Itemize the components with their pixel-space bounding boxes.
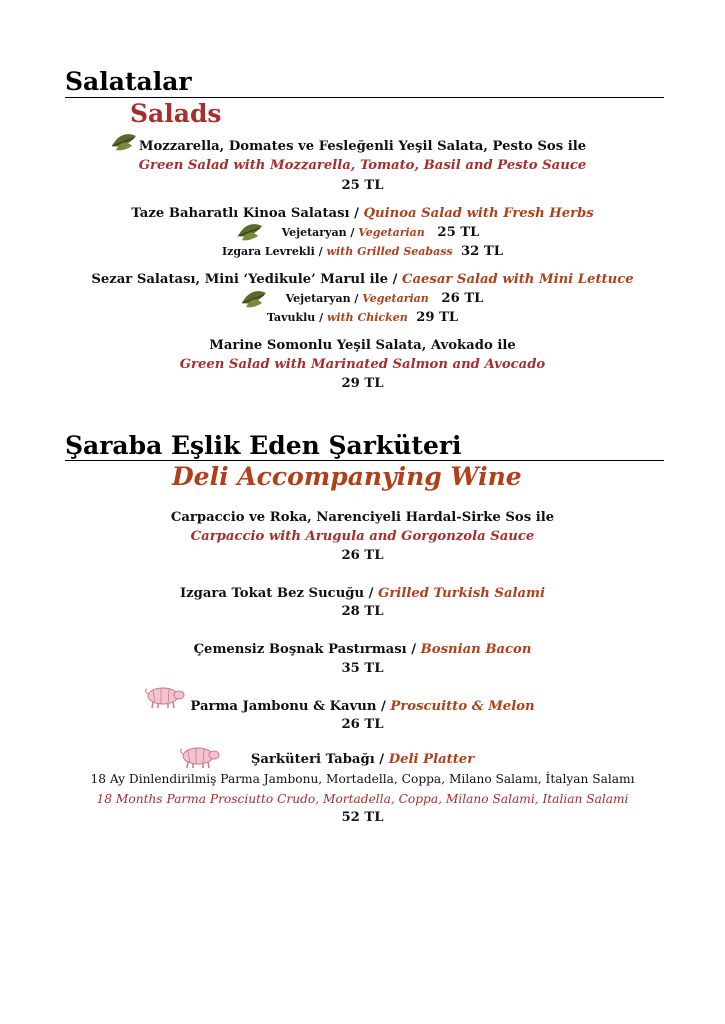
menu-item-price: 29 TL — [341, 376, 384, 391]
menu-item-name-tr: Mozzarella, Domates ve Fesleğenli Yeşil Salata, Pesto Sos ile — [138, 139, 587, 154]
menu-item-detail-en: 18 Months Parma Prosciutto Crudo, Mortadella, Coppa, Milano Salami, Italian Salami — [96, 792, 629, 806]
menu-option — [18, 224, 725, 242]
menu-item-name — [0, 698, 725, 716]
menu-item-name-en: Deli Platter — [388, 752, 475, 767]
menu-item-name — [0, 585, 725, 603]
option-price: 29 TL — [416, 310, 459, 325]
option-name-en: Vegetarian — [358, 226, 425, 239]
menu-item-name-tr: Marine Somonlu Yeşil Salata, Avokado ile — [209, 338, 516, 353]
option-name-en: with Chicken — [326, 311, 408, 324]
option-price: 25 TL — [437, 225, 480, 240]
section-divider — [65, 97, 664, 98]
menu-option — [0, 309, 725, 327]
menu-option — [0, 243, 725, 261]
menu-item-name-tr: Taze Baharatlı Kinoa Salatası / — [131, 206, 364, 221]
option-price: 32 TL — [460, 244, 504, 259]
menu-item-name — [0, 751, 725, 769]
option-name-en: Vegetarian — [362, 292, 429, 305]
option-name-tr: Vejetaryan / — [281, 226, 359, 239]
menu-item-price: 25 TL — [341, 178, 384, 193]
menu-item-name-en: Carpaccio with Arugula and Gorgonzola Sauce — [190, 529, 535, 544]
menu-item-name-tr: Carpaccio ve Roka, Narenciyeli Hardal-Sirke Sos ile — [170, 510, 555, 525]
option-price: 26 TL — [441, 291, 484, 306]
section-title-salads-tr: Salatalar — [65, 67, 192, 96]
menu-item-name-tr: Sezar Salatası, Mini ‘Yedikule’ Marul ile / — [91, 272, 402, 287]
menu-item-name-en: Quinoa Salad with Fresh Herbs — [363, 206, 594, 221]
option-name-en: with Grilled Seabass — [326, 245, 453, 258]
section-title-deli-en: Deli Accompanying Wine — [172, 462, 522, 491]
menu-item-name-tr: Izgara Tokat Bez Sucuğu / — [179, 586, 379, 601]
menu-item-name — [0, 271, 725, 289]
menu-item-price: 52 TL — [341, 810, 384, 825]
menu-item-name-en: Green Salad with Marinated Salmon and Avocado — [179, 357, 546, 372]
menu-item-name-en: Grilled Turkish Salami — [378, 586, 546, 601]
menu-item-price: 28 TL — [341, 604, 384, 619]
menu-item-detail-tr: 18 Ay Dinlendirilmiş Parma Jambonu, Mortadella, Coppa, Milano Salamı, İtalyan Salamı — [90, 772, 635, 786]
menu-item-name-en: Bosnian Bacon — [420, 642, 532, 657]
section-title-deli-tr: Şaraba Eşlik Eden Şarküteri — [65, 431, 462, 460]
section-divider — [65, 460, 664, 461]
menu-item-name — [0, 641, 725, 659]
menu-item-name-tr: Şarküteri Tabağı / — [250, 752, 389, 767]
menu-item-name-en: Green Salad with Mozzarella, Tomato, Basil and Pesto Sauce — [138, 158, 587, 173]
option-name-tr: Izgara Levrekli / — [221, 245, 327, 258]
option-name-tr: Tavuklu / — [266, 311, 327, 324]
menu-item-name-tr: Çemensiz Boşnak Pastırması / — [193, 642, 421, 657]
menu-option — [22, 290, 725, 308]
menu-item-name-en: Proscuitto & Melon — [390, 699, 535, 714]
menu-item-price: 26 TL — [341, 548, 384, 563]
section-title-salads-en: Salads — [130, 99, 222, 128]
menu-item-price: 26 TL — [341, 717, 384, 732]
menu-item-name-tr: Parma Jambonu & Kavun / — [190, 699, 391, 714]
option-name-tr: Vejetaryan / — [285, 292, 363, 305]
menu-item-name-en: Caesar Salad with Mini Lettuce — [401, 272, 634, 287]
menu-item-price: 35 TL — [341, 661, 384, 676]
menu-item-name — [0, 205, 725, 223]
